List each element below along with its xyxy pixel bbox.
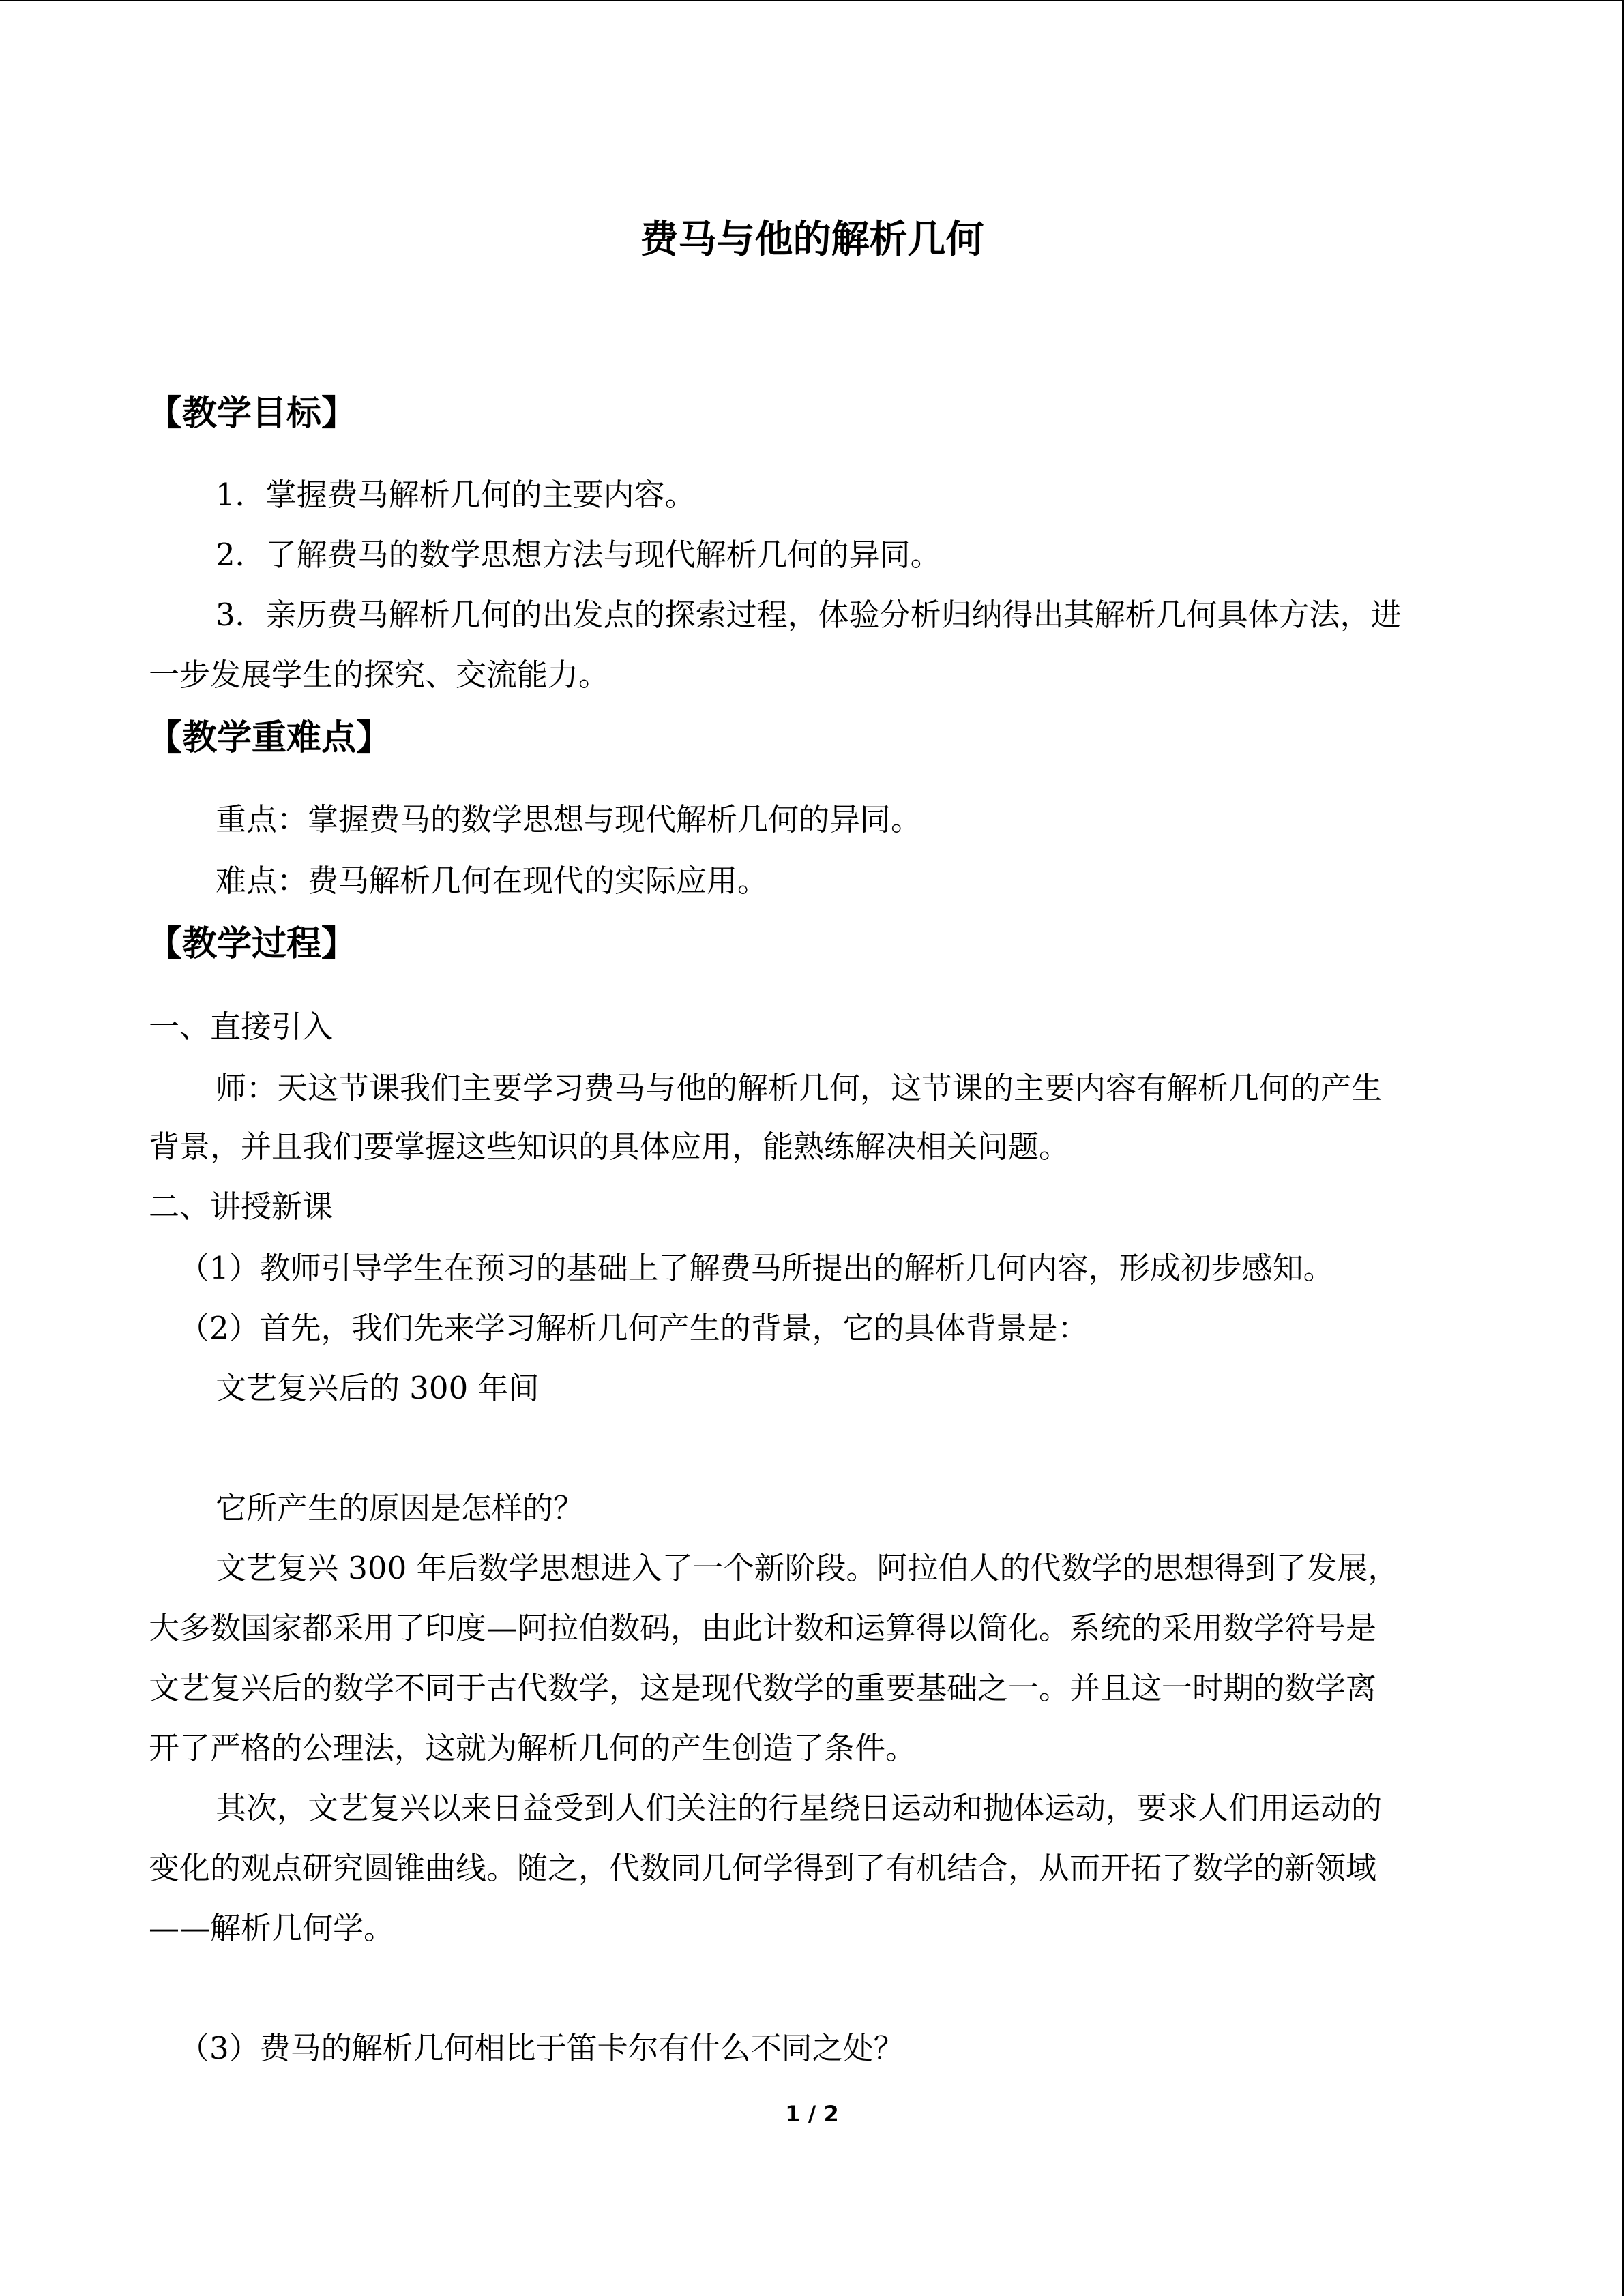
para1-line-1: 文艺复兴 300 年后数学思想进入了一个新阶段。阿拉伯人的代数学的思想得到了发展， [216, 1550, 1399, 1586]
document-title: 费马与他的解析几何 [640, 218, 984, 262]
page-number: 1 / 2 [785, 2101, 839, 2127]
para2-line-2: 变化的观点研究圆锥曲线。随之，代数同几何学得到了有机结合，从而开拓了数学的新领域 [149, 1850, 1377, 1886]
objective-item-3-cont: 一步发展学生的探究、交流能力。 [149, 657, 610, 693]
para2-line-1: 其次，文艺复兴以来日益受到人们关注的行星绕日运动和抛体运动，要求人们用运动的 [216, 1790, 1383, 1826]
objective-item-3: 3．亲历费马解析几何的出发点的探索过程，体验分析归纳得出其解析几何具体方法，进 [216, 597, 1402, 633]
objective-item-1: 1．掌握费马解析几何的主要内容。 [216, 477, 696, 513]
page-top-border [0, 0, 1624, 1]
objective-item-2: 2．了解费马的数学思想方法与现代解析几何的异同。 [216, 537, 941, 573]
objectives-heading: 【教学目标】 [147, 393, 357, 434]
para2-line-3: ——解析几何学。 [149, 1910, 395, 1946]
para1-line-3: 文艺复兴后的数学不同于古代数学，这是现代数学的重要基础之一。并且这一时期的数学离 [149, 1670, 1377, 1706]
part1-line-1: 师：天这节课我们主要学习费马与他的解析几何，这节课的主要内容有解析几何的产生 [216, 1070, 1383, 1106]
step-2: （2）首先，我们先来学习解析几何产生的背景，它的具体背景是： [179, 1310, 1089, 1346]
background-text: 文艺复兴后的 300 年间 [216, 1370, 540, 1406]
para1-line-2: 大多数国家都采用了印度—阿拉伯数码，由此计数和运算得以简化。系统的采用数学符号是 [149, 1610, 1377, 1646]
part1-title: 一、直接引入 [149, 1009, 334, 1045]
key-points-heading: 【教学重难点】 [147, 718, 392, 758]
part2-title: 二、讲授新课 [149, 1189, 334, 1225]
key-point-main: 重点：掌握费马的数学思想与现代解析几何的异同。 [216, 801, 922, 837]
process-heading: 【教学过程】 [147, 924, 357, 964]
cause-question: 它所产生的原因是怎样的？ [216, 1490, 585, 1526]
step-3: （3）费马的解析几何相比于笛卡尔有什么不同之处？ [179, 2030, 904, 2066]
para1-line-4: 开了严格的公理法，这就为解析几何的产生创造了条件。 [149, 1730, 917, 1766]
step-1: （1）教师引导学生在预习的基础上了解费马所提出的解析几何内容，形成初步感知。 [179, 1250, 1334, 1286]
key-point-difficult: 难点：费马解析几何在现代的实际应用。 [216, 863, 769, 899]
part1-line-2: 背景，并且我们要掌握这些知识的具体应用，能熟练解决相关问题。 [149, 1129, 1070, 1165]
